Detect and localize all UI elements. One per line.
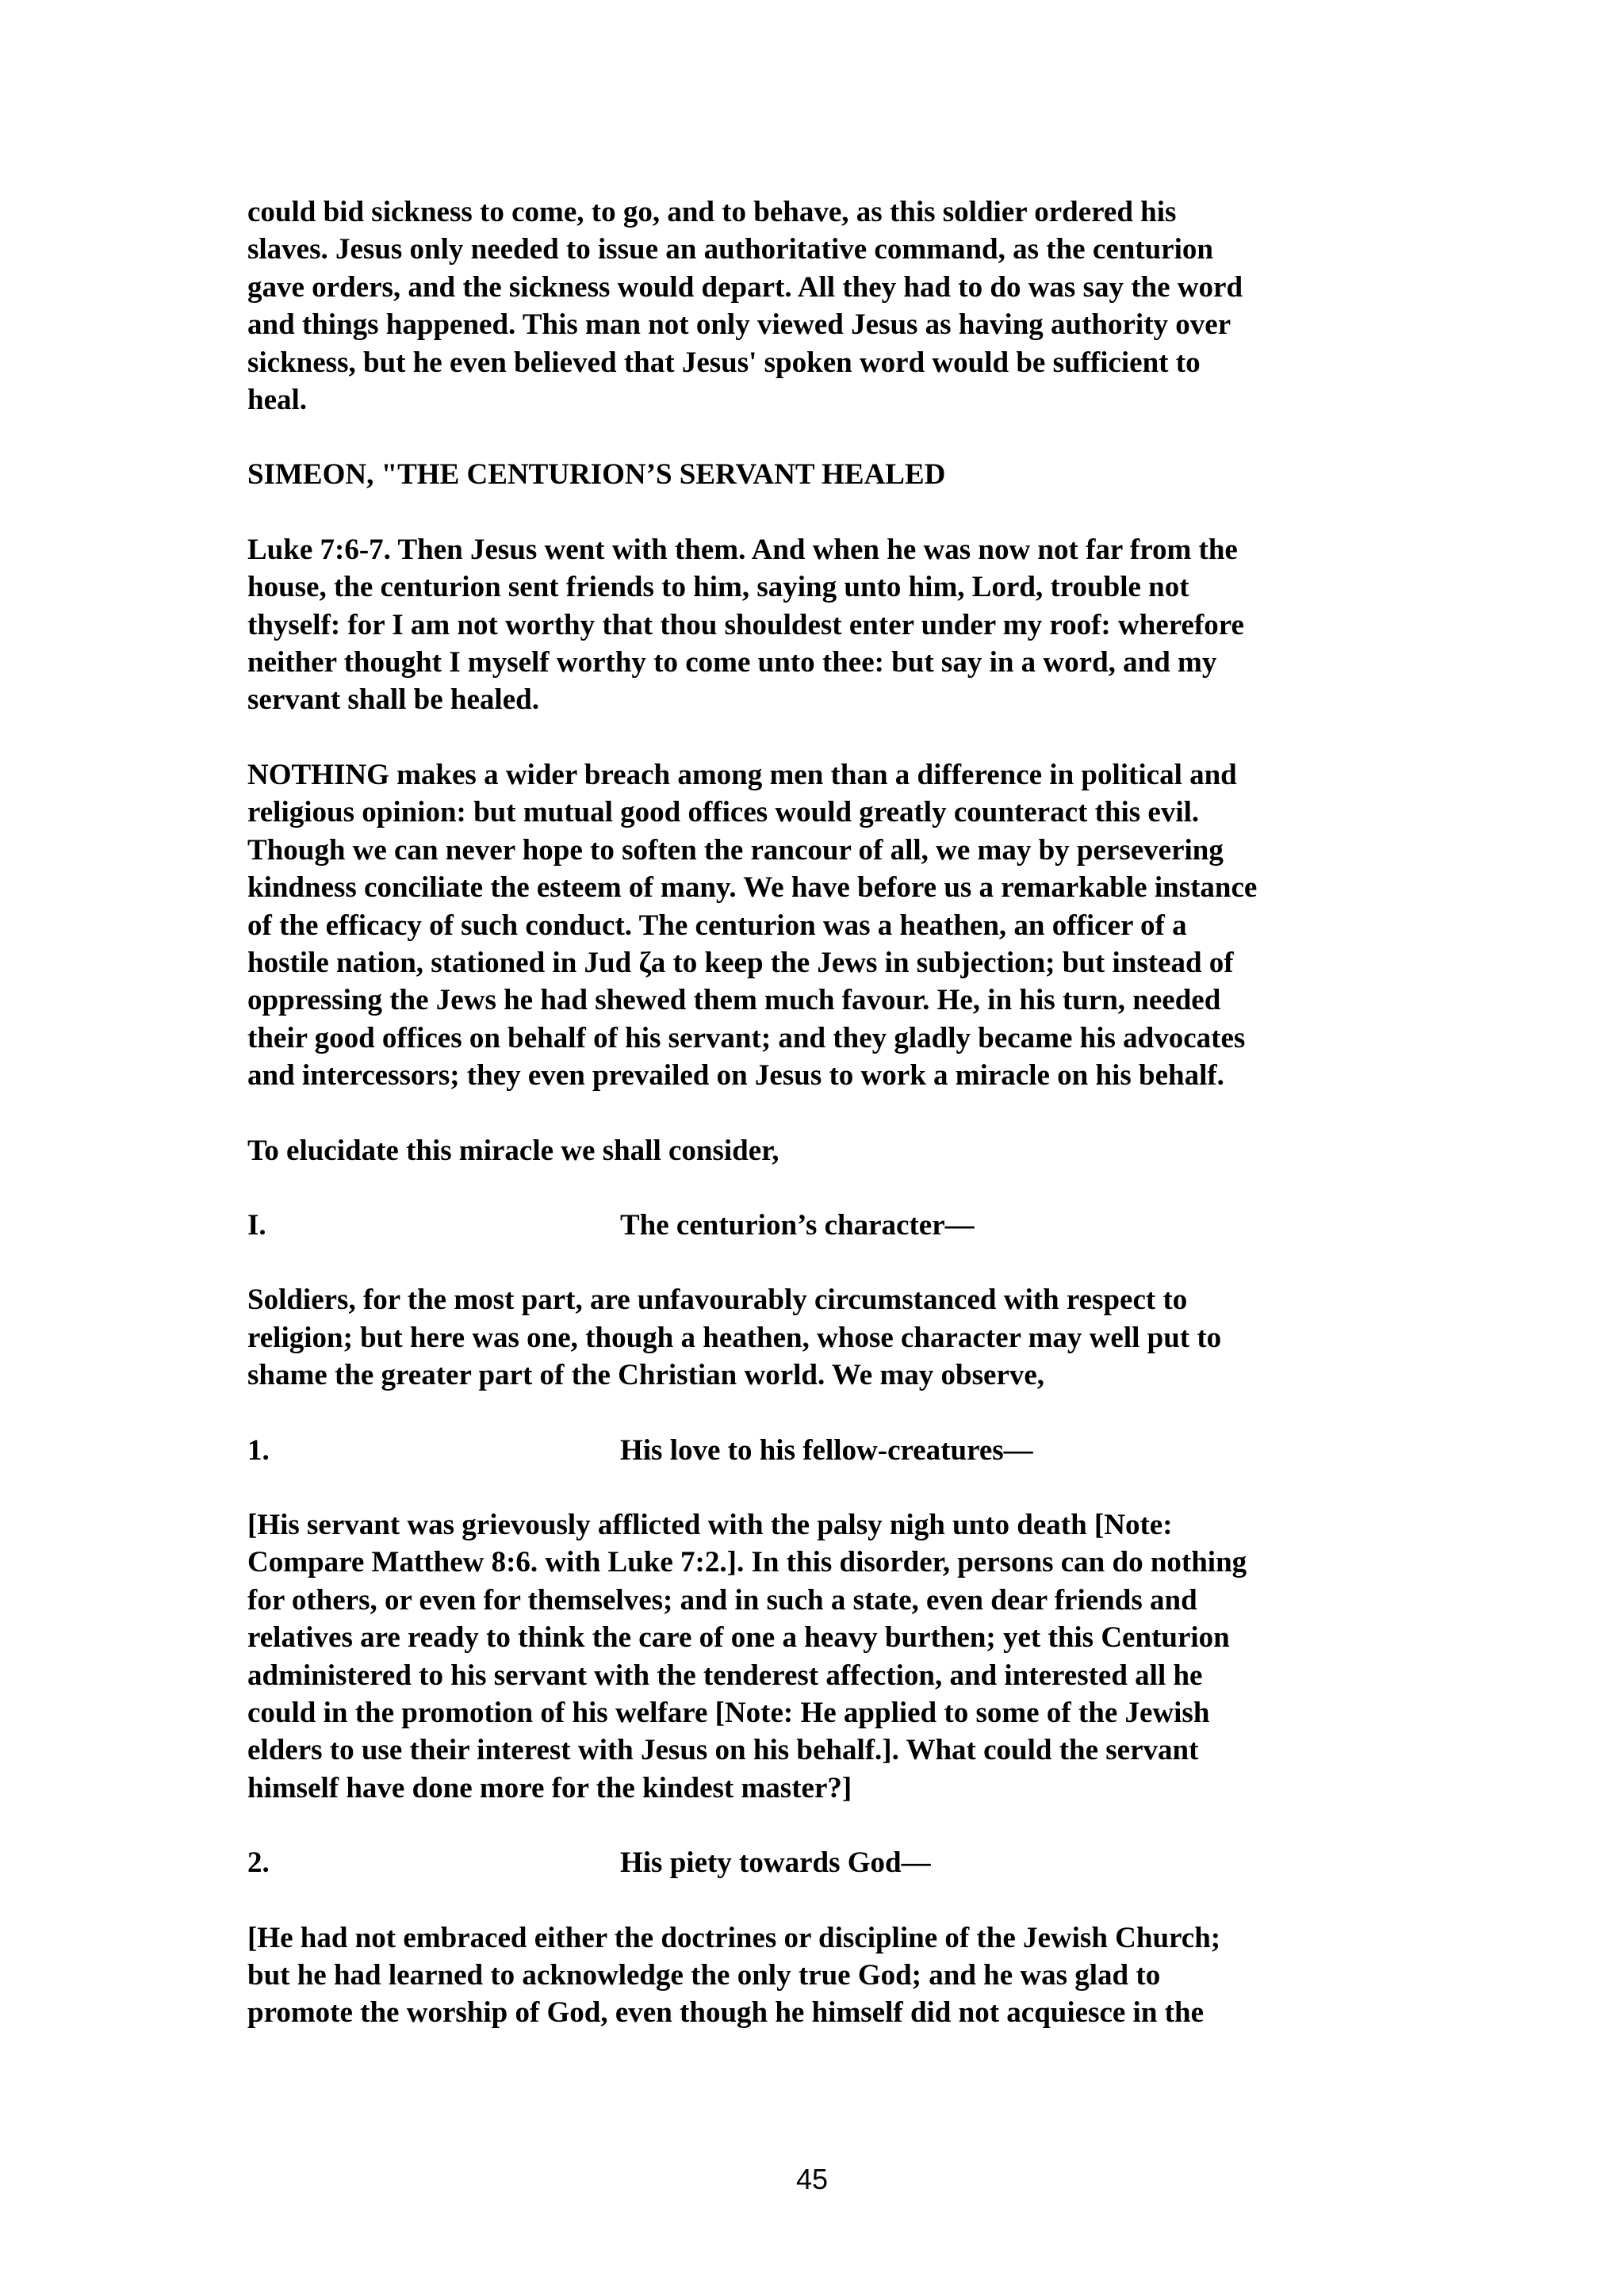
paragraph-introduction: NOTHING makes a wider breach among men than a difference in political and religious opinion: but mutual good offices would greatly counteract this evil. Though we can never hope to soften the rancour of all, we may by persevering kindness conciliate the esteem of many. We have before us a remarkable instance of the efficacy of such conduct. The centurion was a heathen, an officer of a hostile nation, stationed in Jud ζa to keep the Jews in subjection; but instead of oppressing the Jews he had shewed them much favour. He, in his turn, needed their good offices on behalf of his servant; and they gladly became his advocates and intercessors; they even prevailed on Jesus to work a miracle on his behalf.: [247, 758, 1258, 1093]
page-number: 45: [795, 2163, 829, 2195]
section-number: 1.: [247, 1433, 270, 1467]
paragraph-continuation: could bid sickness to come, to go, and to behave, as this soldier ordered his slaves. Jesus only needed to issue an authoritative command, as the centurion gave orders, and the sickness would depart. All they had to do was say the word and things happened. This man not only viewed Jesus as having authority over sickness, but he even believed that Jesus' spoken word would be sufficient to heal.: [247, 196, 1243, 417]
section-number: 2.: [247, 1846, 270, 1880]
section-number: I.: [247, 1208, 266, 1242]
section-heading-text: His piety towards God—: [620, 1846, 931, 1880]
document-body: [247, 193, 1413, 2069]
paragraph-servant: [His servant was grievously afflicted with the palsy nigh unto death [Note: Compare Matthew 8:6. with Luke 7:2.]. In this disorder, persons can do nothing for others, or even for themselves; and in such a state, even dear friends and relatives are ready to think the care of one a heavy burthen; yet this Centurion administered to his servant with the tenderest affection, and interested all he could in the promotion of his welfare [Note: He applied to some of the Jewish elders to use their interest with Jesus on his behalf.]. What could the servant himself have done more for the kindest master?]: [247, 1508, 1247, 1804]
scripture-verse: Luke 7:6-7. Then Jesus went with them. And when he was now not far from the house, the centurion sent friends to him, saying unto him, Lord, trouble not thyself: for I am not worthy that thou shouldest enter under my roof: wherefore neither thought I myself worthy to come unto thee: but say in a word, and my servant shall be healed.: [247, 533, 1244, 717]
section-heading-character: [247, 1207, 1413, 1244]
section-heading-love: [247, 1432, 1413, 1469]
section-heading-text: His love to his fellow-creatures—: [620, 1433, 1033, 1467]
paragraph-consider: To elucidate this miracle we shall consider,: [247, 1134, 779, 1167]
section-heading-piety: [247, 1844, 1413, 1881]
paragraph-piety: [He had not embraced either the doctrines or discipline of the Jewish Church; but he had learned to acknowledge the only true God; and he was glad to promote the worship of God, even though he himself did not acquiesce in the: [247, 1921, 1221, 2030]
sermon-title: SIMEON, "THE CENTURION’S SERVANT HEALED: [247, 458, 946, 492]
paragraph-soldiers: Soldiers, for the most part, are unfavourably circumstanced with respect to religion; but here was one, though a heathen, whose character may well put to shame the greater part of the Christian world. We may observe,: [247, 1284, 1222, 1392]
section-heading-text: The centurion’s character—: [620, 1208, 975, 1242]
